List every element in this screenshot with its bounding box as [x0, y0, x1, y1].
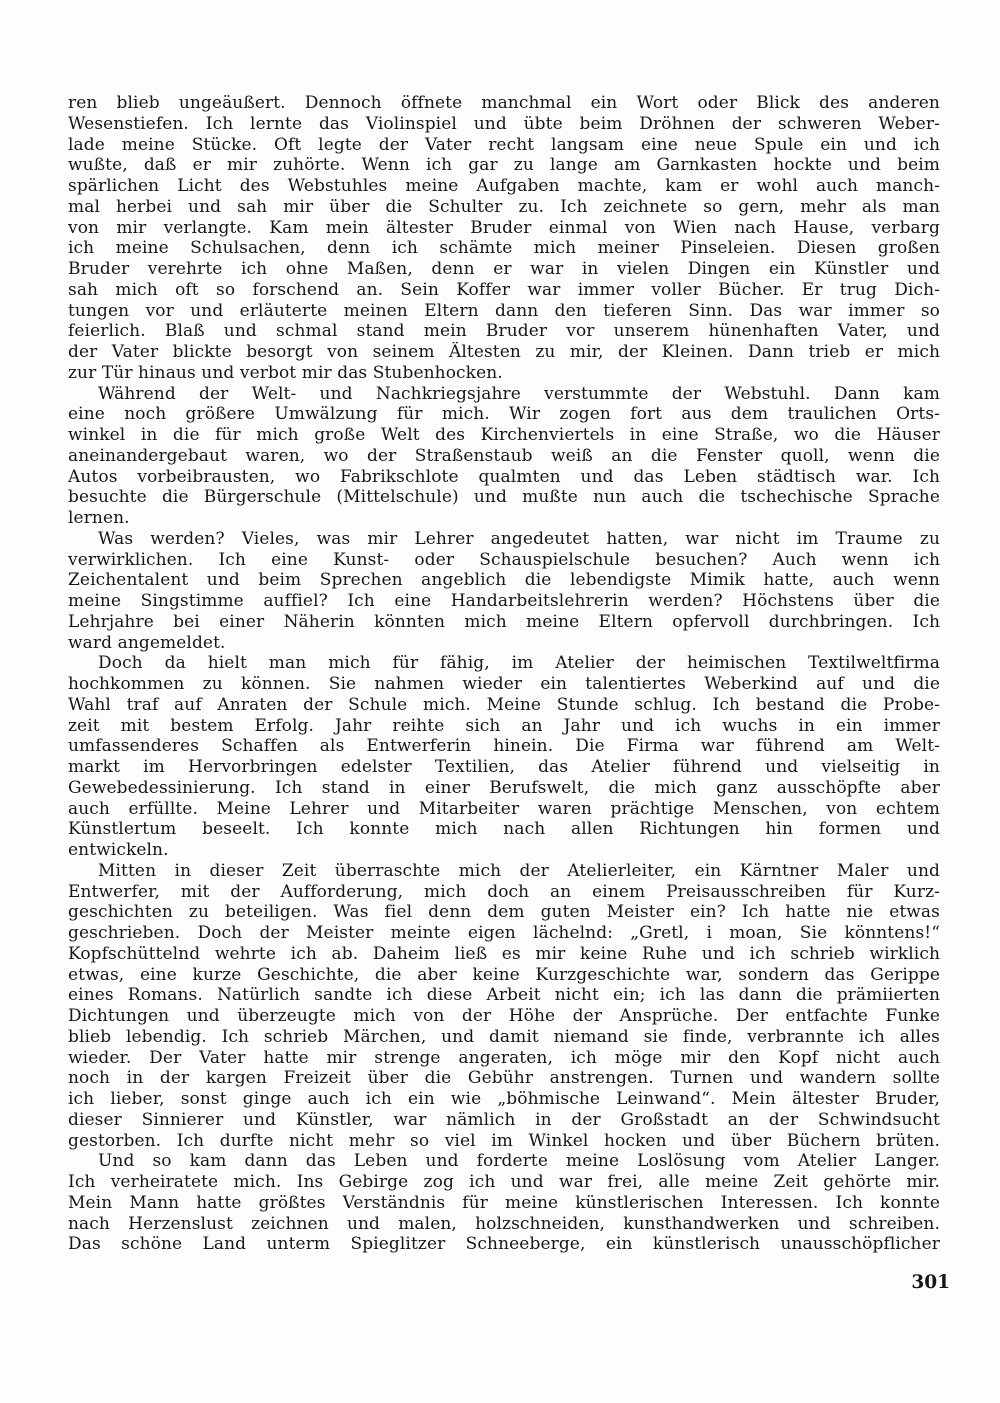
text-line: auch erfüllte. Meine Lehrer und Mitarbeiter waren prächtige Menschen, von echtem: [68, 798, 940, 819]
text-block: [68, 93, 940, 1255]
text-line: ich meine Schulsachen, denn ich schämte mich meiner Pinseleien. Diesen großen: [68, 238, 940, 259]
text-line: entwickeln.: [68, 840, 169, 860]
text-line: Das schöne Land unterm Spieglitzer Schneeberge, ein künstlerisch unausschöpflicher: [68, 1234, 940, 1255]
text-line: Lehrjahre bei einer Näherin könnten mich meine Eltern opfervoll durchbringen. Ich: [68, 611, 940, 632]
text-line: blieb lebendig. Ich schrieb Märchen, und damit niemand sie finde, verbrannte ich alles: [68, 1026, 940, 1047]
text-line: meine Singstimme auffiel? Ich eine Handarbeitslehrerin werden? Höchstens über die: [68, 591, 940, 611]
text-line: dieser Sinnierer und Künstler, war nämlich in der Großstadt an der Schwindsucht: [68, 1109, 940, 1130]
text-line: Mitten in dieser Zeit überraschte mich der Atelierleiter, ein Kärntner Maler und: [98, 860, 940, 881]
text-line: wußte, daß er mir zuhörte. Wenn ich gar zu lange am Garnkasten hockte und beim: [68, 155, 940, 176]
text-line: lade meine Stücke. Oft legte der Vater recht langsam eine neue Spule ein und ich: [68, 134, 940, 155]
text-line: sah mich oft so forschend an. Sein Koffer war immer voller Bücher. Er trug Dich-: [68, 279, 940, 300]
text-line: ich lieber, sonst ginge auch ich ein wie „böhmische Leinwand“. Mein ältester Bruder,: [68, 1089, 940, 1109]
text-line: zeit mit bestem Erfolg. Jahr reihte sich an Jahr und ich wuchs in ein immer: [68, 715, 940, 736]
text-line: Doch da hielt man mich für fähig, im Atelier der heimischen Textilweltfirma: [98, 653, 940, 674]
text-line: Ich verheiratete mich. Ins Gebirge zog ich und war frei, alle meine Zeit gehörte mir.: [68, 1172, 940, 1192]
text-line: lernen.: [68, 508, 130, 528]
text-line: zur Tür hinaus und verbot mir das Stubenhocken.: [68, 362, 503, 383]
text-line: Kopfschüttelnd wehrte ich ab. Daheim ließ es mir keine Ruhe und ich schrieb wirklich: [68, 943, 940, 964]
text-line: Mein Mann hatte größtes Verständnis für meine künstlerischen Interessen. Ich konnte: [68, 1192, 940, 1213]
text-line: feierlich. Blaß und schmal stand mein Bruder vor unserem hünenhaften Vater, und: [68, 321, 940, 342]
text-line: gestorben. Ich durfte nicht mehr so viel im Winkel hocken und über Büchern brüten.: [68, 1130, 940, 1151]
text-line: Was werden? Vieles, was mir Lehrer angedeutet hatten, war nicht im Traume zu: [98, 528, 940, 549]
text-line: hochkommen zu können. Sie nahmen wieder ein talentiertes Weberkind auf und die: [68, 674, 940, 694]
text-line: Gewebedessinierung. Ich stand in einer Berufswelt, die mich ganz ausschöpfte aber: [68, 777, 940, 798]
text-line: Während der Welt- und Nachkriegsjahre verstummte der Webstuhl. Dann kam: [98, 383, 940, 404]
text-line: eine noch größere Umwälzung für mich. Wir zogen fort aus dem traulichen Orts-: [68, 404, 940, 425]
text-line: aneinandergebaut waren, wo der Straßenstaub weiß an die Fenster quoll, wenn die: [68, 445, 940, 466]
paragraph: [68, 529, 940, 654]
text-line: Wahl traf auf Anraten der Schule mich. Meine Stunde schlug. Ich bestand die Probe-: [68, 694, 940, 715]
text-line: spärlichen Licht des Webstuhles meine Aufgaben machte, kam er wohl auch manch-: [68, 176, 940, 196]
text-line: markt im Hervorbringen edelster Textilien, das Atelier führend und vielseitig in: [68, 757, 940, 777]
page-number: 301: [911, 1272, 950, 1293]
text-line: geschichten zu beteiligen. Was fiel denn dem guten Meister ein? Ich hatte nie etwas: [68, 902, 940, 923]
paragraph: [68, 93, 940, 384]
text-line: eines Romans. Natürlich sandte ich diese Arbeit nicht ein; ich las dann die prämiierten: [68, 985, 940, 1006]
text-line: Autos vorbeibrausten, wo Fabrikschlote qualmten und das Leben städtisch war. Ich: [68, 466, 940, 487]
text-line: Zeichentalent und beim Sprechen angeblich die lebendigste Mimik hatte, auch wenn: [68, 570, 940, 591]
text-line: verwirklichen. Ich eine Kunst- oder Schauspielschule besuchen? Auch wenn ich: [68, 549, 940, 570]
text-line: winkel in die für mich große Welt des Kirchenviertels in eine Straße, wo die Häuser: [68, 425, 940, 445]
text-line: geschrieben. Doch der Meister meinte eigen lächelnd: „Gretl, i moan, Sie könntens!“: [68, 923, 940, 943]
paragraph: [68, 653, 940, 861]
text-line: etwas, eine kurze Geschichte, die aber keine Kurzgeschichte war, sondern das Gerippe: [68, 964, 940, 985]
text-line: tungen vor und erläuterte meinen Eltern dann den tieferen Sinn. Das war immer so: [68, 300, 940, 321]
text-line: Künstlertum beseelt. Ich konnte mich nach allen Richtungen hin formen und: [68, 819, 940, 840]
text-line: mal herbei und sah mir über die Schulter zu. Ich zeichnete so gern, mehr als man: [68, 196, 940, 217]
text-line: noch in der kargen Freizeit über die Gebühr anstrengen. Turnen und wandern sollte: [68, 1068, 940, 1089]
text-line: Und so kam dann das Leben und forderte meine Loslösung vom Atelier Langer.: [98, 1151, 940, 1172]
text-line: umfassenderes Schaffen als Entwerferin hinein. Die Firma war führend am Welt-: [68, 736, 940, 757]
text-line: Dichtungen und überzeugte mich von der Höhe der Ansprüche. Der entfachte Funke: [68, 1006, 940, 1026]
text-line: ward angemeldet.: [68, 632, 226, 653]
text-line: Entwerfer, mit der Aufforderung, mich doch an einem Preisausschreiben für Kurz-: [68, 881, 940, 902]
text-line: ren blieb ungeäußert. Dennoch öffnete manchmal ein Wort oder Blick des anderen: [68, 93, 940, 113]
paragraph: [68, 1151, 940, 1255]
text-line: von mir verlangte. Kam mein ältester Bruder einmal von Wien nach Hause, verbarg: [68, 217, 940, 238]
paragraph: [68, 384, 940, 529]
paragraph: [68, 861, 940, 1152]
text-line: der Vater blickte besorgt von seinem Ältesten zu mir, der Kleinen. Dann trieb er mich: [68, 342, 940, 362]
text-line: Wesenstiefen. Ich lernte das Violinspiel und übte beim Dröhnen der schweren Weber-: [68, 113, 940, 134]
text-line: Bruder verehrte ich ohne Maßen, denn er war in vielen Dingen ein Künstler und: [68, 259, 940, 279]
text-line: nach Herzenslust zeichnen und malen, holzschneiden, kunsthandwerken und schreiben.: [68, 1213, 940, 1234]
text-line: wieder. Der Vater hatte mir strenge angeraten, ich möge mir den Kopf nicht auch: [68, 1047, 940, 1068]
text-line: besuchte die Bürgerschule (Mittelschule) und mußte nun auch die tschechische Sprache: [68, 487, 940, 508]
